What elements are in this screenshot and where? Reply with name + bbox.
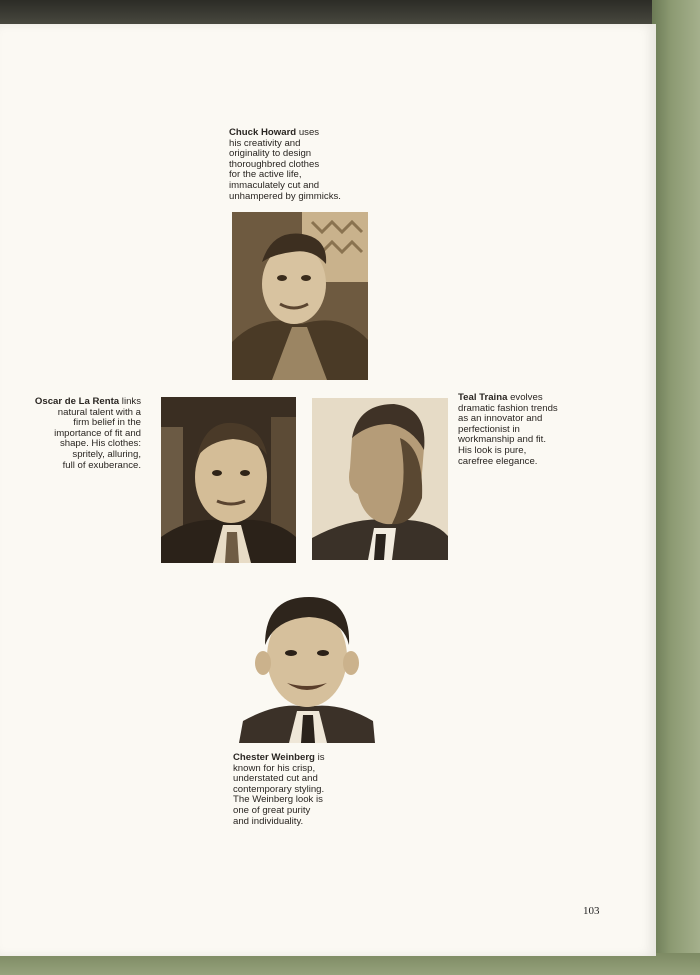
portrait-chester-weinberg-icon bbox=[239, 583, 375, 743]
designer-description: is known for his crisp, understated cut and contemporary styling. The Weinberg look is one of great purity and individuality. bbox=[233, 752, 325, 827]
designer-description: evolves dramatic fashion trends as an innovator and perfectionist in workmanship and fit. His look is pure, carefree elegance. bbox=[458, 392, 558, 467]
page-number: 103 bbox=[583, 905, 600, 917]
portrait-chuck-howard-icon bbox=[232, 212, 368, 380]
photo-oscar-de-la-renta bbox=[161, 397, 296, 563]
book-cover-top bbox=[0, 0, 700, 26]
designer-name: Teal Traina bbox=[458, 392, 508, 403]
designer-name: Oscar de La Renta bbox=[34, 396, 120, 407]
book-cover-edge bbox=[652, 0, 700, 975]
caption-oscar-de-la-renta bbox=[20, 397, 141, 471]
caption-chuck-howard bbox=[229, 128, 341, 202]
caption-teal-traina bbox=[458, 393, 558, 467]
designer-name: Chester Weinberg bbox=[233, 752, 315, 763]
designer-description: uses his creativity and originality to design thoroughbred clothes for the active life, immaculately cut and unhampered by gimmicks. bbox=[229, 127, 341, 202]
caption-chester-weinberg bbox=[233, 753, 325, 827]
photo-teal-traina bbox=[312, 398, 448, 560]
portrait-teal-traina-icon bbox=[312, 398, 448, 560]
portrait-oscar-de-la-renta-icon bbox=[161, 397, 296, 563]
photo-chester-weinberg bbox=[239, 583, 375, 743]
book-page bbox=[0, 24, 656, 956]
designer-description: links natural talent with a firm belief in the importance of fit and shape. His clothes: spritely, alluring, full of exuberance. bbox=[54, 396, 141, 471]
designer-name: Chuck Howard bbox=[229, 127, 297, 138]
book-cover-bottom bbox=[0, 953, 700, 975]
photo-chuck-howard bbox=[232, 212, 368, 380]
